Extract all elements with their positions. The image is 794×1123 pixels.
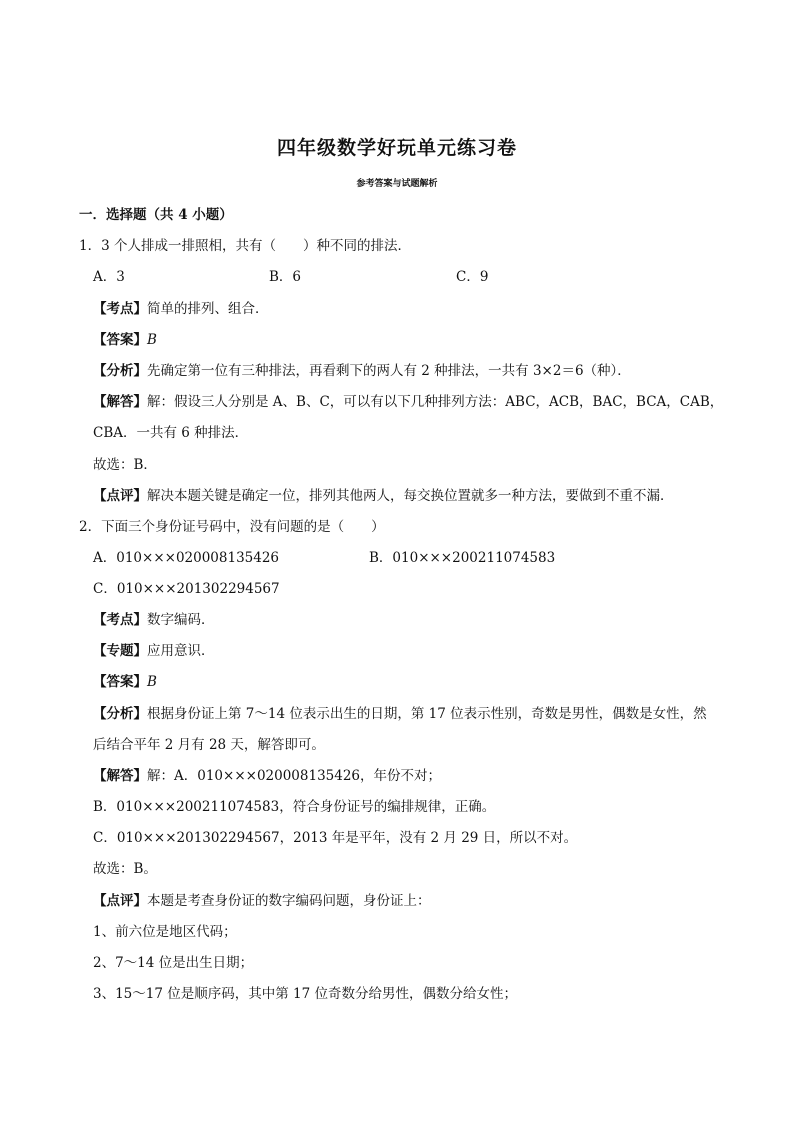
tag-jieda: 【解答】 xyxy=(93,768,147,784)
q2-point-2: 2、7～14 位是出生日期； xyxy=(93,955,254,971)
q1-solution-text-1: 解：假设三人分别是 A、B、C，可以有以下几种排列方法：ABC，ACB，BAC，BCA，CAB， xyxy=(147,394,724,410)
tag-kaodian: 【考点】 xyxy=(93,301,147,317)
q1-kaodian xyxy=(93,300,269,318)
tag-dianping: 【点评】 xyxy=(93,488,147,504)
q1-solution-line-1 xyxy=(93,393,723,411)
q1-comment xyxy=(93,487,674,505)
q2-solution-line-1 xyxy=(93,767,441,785)
q2-answer xyxy=(93,673,157,691)
q1-answer xyxy=(93,331,157,349)
q1-analysis-text: 先确定第一位有三种排法，再看剩下的两人有 2 种排法，一共有 3×2＝6（种）． xyxy=(147,363,631,379)
q2-comment xyxy=(93,892,431,910)
q2-point-3: 3、15～17 位是顺序码，其中第 17 位奇数分给男性，偶数分给女性； xyxy=(93,986,517,1002)
q1-kaodian-text: 简单的排列、组合． xyxy=(147,301,269,317)
tag-zhuanti: 【专题】 xyxy=(93,643,147,659)
tag-dianping: 【点评】 xyxy=(93,893,147,909)
tag-daan: 【答案】 xyxy=(93,332,147,348)
q1-option-c: C．9 xyxy=(456,269,489,285)
q2-answer-value: B xyxy=(147,674,157,690)
q2-topic xyxy=(93,642,215,660)
q1-solution-line-2: CBA．一共有 6 种排法． xyxy=(93,425,249,441)
q1-comment-text: 解决本题关键是确定一位，排列其他两人，每交换位置就多一种方法，要做到不重不漏． xyxy=(147,488,674,504)
q2-kaodian-text: 数字编码． xyxy=(147,612,215,628)
q2-analysis-text-1: 根据身份证上第 7～14 位表示出生的日期，第 17 位表示性别，奇数是男性，偶数是女性，然 xyxy=(147,706,707,722)
q2-option-c: C．010×××201302294567 xyxy=(93,581,280,597)
q2-analysis-line-2: 后结合平年 2 月有 28 天，解答即可。 xyxy=(93,737,325,753)
q1-option-a: A．3 xyxy=(93,269,125,285)
q1-option-b: B．6 xyxy=(269,269,302,285)
tag-fenxi: 【分析】 xyxy=(93,363,147,379)
q2-solution-text-1: 解：A．010×××020008135426，年份不对； xyxy=(147,768,442,784)
tag-kaodian: 【考点】 xyxy=(93,612,147,628)
tag-daan: 【答案】 xyxy=(93,674,147,690)
section-heading: 一．选择题（共 4 小题） xyxy=(79,207,233,223)
q2-option-a: A．010×××020008135426 xyxy=(93,550,280,566)
q2-choice: 故选：B。 xyxy=(93,861,157,877)
tag-jieda: 【解答】 xyxy=(93,394,147,410)
q1-analysis xyxy=(93,362,631,380)
q2-kaodian xyxy=(93,611,215,629)
q2-stem: 2．下面三个身份证号码中，没有问题的是（ ） xyxy=(79,519,385,535)
document-title: 四年级数学好玩单元练习卷 xyxy=(276,137,517,159)
q1-choice: 故选：B． xyxy=(93,457,157,473)
q2-solution-line-2: B．010×××200211074583，符合身份证号的编排规律，正确。 xyxy=(93,799,496,815)
q1-stem: 1．3 个人排成一排照相，共有（ ）种不同的排法． xyxy=(79,238,411,254)
document-subtitle: 参考答案与试题解析 xyxy=(356,179,438,189)
q2-topic-text: 应用意识． xyxy=(147,643,215,659)
q2-option-b: B．010×××200211074583 xyxy=(369,550,556,566)
tag-fenxi: 【分析】 xyxy=(93,706,147,722)
q1-answer-value: B xyxy=(147,332,157,348)
q2-point-1: 1、前六位是地区代码； xyxy=(93,924,237,940)
q2-solution-line-3: C．010×××201302294567，2013 年是平年，没有 2 月 29 日，所以不对。 xyxy=(93,830,578,846)
q2-comment-text: 本题是考查身份证的数字编码问题，身份证上： xyxy=(147,893,431,909)
q2-analysis-line-1 xyxy=(93,705,707,723)
